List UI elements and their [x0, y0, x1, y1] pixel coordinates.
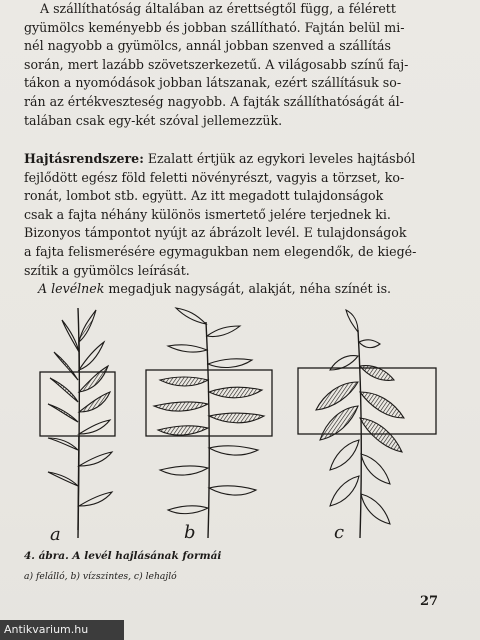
- figure-label-b: b: [184, 522, 196, 543]
- figure-label-c: c: [334, 522, 345, 543]
- plant-a-drawing: [40, 308, 115, 538]
- italic-term: A levélnek: [38, 281, 105, 297]
- text-line: talában csak egy-két szóval jellemezzük.: [24, 112, 283, 128]
- text-line: csak a fajta néhány különös ismertető jelére terjednek ki.: [24, 206, 391, 222]
- text-line: tákon a nyomódások jobban látszanak, ezért szállításuk so-: [24, 75, 402, 91]
- text-segment: Ezalatt értjük az egykori leveles hajtásból: [143, 151, 416, 166]
- text-line: szítik a gyümölcs leírását.: [24, 262, 190, 278]
- paragraph-shoot-system: [24, 150, 440, 299]
- figure-subcaption: a) felálló, b) vízszintes, c) lehajló: [24, 571, 177, 582]
- text-line: gyümölcs keményebb és jobban szállítható. Fajtán belül mi-: [24, 19, 405, 35]
- leaf-illustration: [0, 300, 480, 550]
- plant-b-drawing: [146, 308, 272, 538]
- watermark-label: Antikvarium.hu: [0, 620, 124, 640]
- text-line: fejlődött egész föld feletti növényrészt, vagyis a törzset, ko-: [24, 169, 405, 185]
- text-line: a fajta felismerésére egymagukban nem elegendők, de kiegé-: [24, 243, 417, 259]
- text-line: [24, 280, 440, 299]
- text-line: során, mert lazább szövetszerkezetű. A világosabb színű faj-: [24, 56, 409, 72]
- text-line: nél nagyobb a gyümölcs, annál jobban szenved a szállítás: [24, 38, 392, 54]
- text-segment: megadjuk nagyságát, alakját, néha színét is.: [104, 281, 392, 297]
- text-line: ronát, lombot stb. együtt. Az itt megadott tulajdonságok: [24, 188, 384, 204]
- leaf-figure: [0, 300, 480, 550]
- paragraph-shipping: [24, 0, 440, 130]
- text-line: Bizonyos támpontot nyújt az ábrázolt levél. E tulajdonságok: [24, 225, 407, 241]
- term-heading: Hajtásrendszere:: [24, 151, 144, 166]
- plant-c-drawing: [298, 310, 436, 538]
- text-line: [24, 150, 440, 169]
- page-number: 27: [420, 594, 439, 609]
- figure-caption: 4. ábra. A levél hajlásának formái: [24, 550, 222, 562]
- text-line: A szállíthatóság általában az érettségtől függ, a félérett: [40, 1, 396, 16]
- text-line: rán az értékveszteség nagyobb. A fajták szállíthatóságát ál-: [24, 93, 404, 109]
- figure-label-a: a: [50, 524, 61, 545]
